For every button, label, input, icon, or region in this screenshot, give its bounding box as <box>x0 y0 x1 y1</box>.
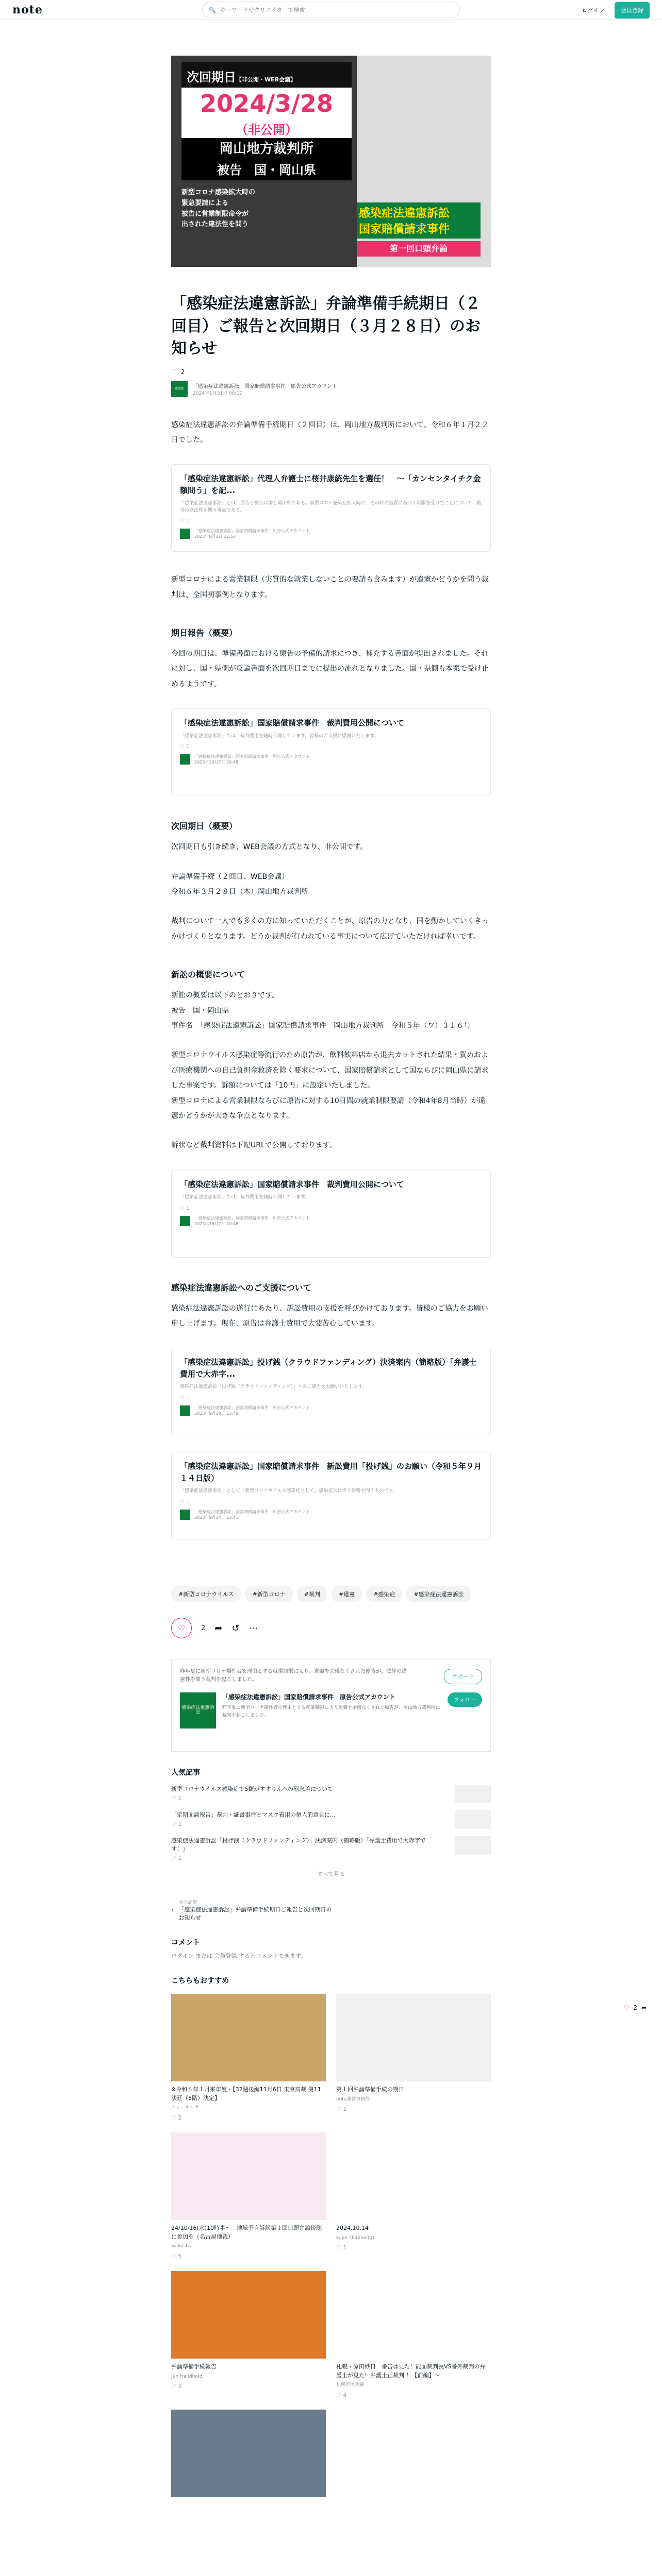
support-text: 昨年夏に新型コロナ陽性者を理由とする就業制限により、退職を余儀なくされた原告が、法律の違憲性を問う裁判を起こしました。 <box>180 1669 407 1683</box>
prev-article[interactable]: ‹ 前の記事 「感染症法違憲訴訟」弁論準備手続期日ご報告と次回期日のお知らせ <box>171 1900 332 1922</box>
thumbnail <box>336 1994 491 2081</box>
support-bio: 昨年夏に新型コロナ陽性者を理由とする就業制限により退職を余儀なくされた原告が、岡山地方裁判所に裁判を起こしました。 <box>222 1705 441 1718</box>
signup-button[interactable]: 会員登録 <box>615 2 650 19</box>
next-paragraph: 次回期日も引き続き、WEB会議の方式となり、非公開です。 <box>171 843 368 852</box>
summary-1: 新訟の概要は以下のとおりです。 <box>171 991 279 1000</box>
summary-2: 被告 国・岡山県 <box>171 1006 229 1015</box>
share-icon[interactable]: ➦ <box>214 1622 223 1634</box>
summary-3: 事件名 「感染症法違憲訴訟」国家賠償請求事件 岡山地方裁判所 令和５年（ワ）３１６号 <box>171 1021 471 1030</box>
eyecatch-heading: 次回期日【非公開・WEB会議】 <box>181 62 352 88</box>
heading-summary: 新訟の概要について <box>171 970 245 980</box>
follow-button[interactable]: フォロー <box>448 1692 482 1707</box>
tag[interactable]: #感染症 <box>366 1586 402 1602</box>
next-paragraph-2: 弁論準備手続（２回目、WEB会議） <box>171 872 289 881</box>
tag[interactable]: #裁判 <box>297 1586 327 1602</box>
avatar[interactable]: 感染症法違憲訴訟 <box>180 1692 216 1728</box>
thumbnail <box>171 2271 326 2359</box>
list-item[interactable]: 「定期面談報告」裁判・証書事件とマスク着用の個人的意見に... ♡ 1 <box>171 1810 491 1829</box>
article-title: 「感染症法違憲訴訟」弁論準備手続期日（２回目）ご報告と次回期日（３月２８日）のお知らせ <box>171 295 481 358</box>
tag[interactable]: #感染症法違憲訴訟 <box>406 1586 471 1602</box>
avatar <box>180 529 190 539</box>
heart-icon[interactable]: ♡ <box>623 2004 630 2011</box>
article-likes[interactable]: ♡ 2 <box>171 368 185 376</box>
embed-card-1[interactable]: 「感染症法違憲訴訟」代理人弁護士に桜井康統先生を選任！ ～「カンセンタイチク金額問う」を記... 「感染症法違憲訴訟」とは。原告と被告は国と岡山県である。新型コロナ感染症拡大時に、その時の措置に基づく制限を受けたことについて、被告の違法性を問う訴訟である。 ♡ 1 「感染症法違憲訴訟」国家賠償請求事件 原告公式アカウント 2023年8月2日 22:53 <box>171 464 491 552</box>
support-author[interactable]: 「感染症法違憲訴訟」国家賠償請求事件 原告公式アカウント <box>222 1693 395 1701</box>
heading-report: 期日報告（概要） <box>171 628 238 638</box>
summary-6: 訴状など裁判資料は下記URLで公開しております。 <box>171 1141 337 1150</box>
embed-card-3[interactable]: 「感染症法違憲訴訟」国家賠償請求事件 裁判費用公開について 「感染症法違憲訴訟」では、裁判費用を随時公開しています。 ♡ 1 「感染症法違憲訴訟」国家賠償請求事件 原告公式アカウント 2023年10月7日 20:48 <box>171 1170 491 1258</box>
recommend-grid <box>171 1994 491 2501</box>
next-paragraph-4: 裁判について一人でも多くの方に知っていただくことが、原告の力となり、国を動かしていくきっかけづくりとなります。どうか裁判が行われている事実について広げていただければ幸いです。 <box>171 917 489 941</box>
thumbnail <box>336 2132 491 2220</box>
note-logo[interactable]: note <box>12 3 43 16</box>
tag[interactable]: #違憲 <box>332 1586 362 1602</box>
search-box[interactable] <box>202 2 460 18</box>
recommend-card[interactable]: ※令和６年１月来年度・【32週後編11月6日 東京高裁 第11 法廷（5階）決定】 ニューキャラ ♡ 2 <box>171 1994 326 2122</box>
eyecatch-image <box>171 56 491 267</box>
list-item[interactable]: 感染症法違憲訴訟「投げ銭（クラウドファンディング）」決済案内（簡略版）「弁護士費用で大赤字です！」 ♡ 1 <box>171 1836 491 1861</box>
floating-like[interactable]: ♡ 2 ➦ <box>623 2004 647 2011</box>
heading-support: 感染症法違憲訴訟へのご支援について <box>171 1282 311 1293</box>
eyecatch-court: 岡山地方裁判所 <box>181 138 352 160</box>
thumbnail <box>171 2132 326 2220</box>
like-button[interactable]: ♡ <box>171 1618 192 1638</box>
support-button[interactable]: サポート <box>444 1669 482 1684</box>
intro-paragraph: 感染症法違憲訴訟の弁論準備手続期日（２回目）は、岡山地方裁判所において、令和６年１月２２日でした。 <box>171 420 489 444</box>
thumbnail <box>455 1785 491 1803</box>
author-name[interactable]: 「感染症法違憲訴訟」国家賠償請求事件 原告公式アカウント <box>193 383 337 389</box>
thumbnail <box>455 1836 491 1855</box>
like-count: 2 <box>201 1624 206 1632</box>
login-link[interactable]: ログイン <box>582 7 604 14</box>
recommend-card[interactable]: 2024.10.14 kuyo（kitanaito） ♡ 1 <box>336 2132 491 2261</box>
eyecatch-sub: （非公開） <box>181 120 352 138</box>
eyecatch-side: 新型コロナ感染拡大時の 緊急要請による 被告に営業制限命令が 出された違法性を問う <box>181 189 256 229</box>
summary-5: 新型コロナによる営業制限ならびに原告に対する10日間の就業制限要請（令和4年8月当時）が違憲かどうかが大きな争点となります。 <box>171 1096 486 1120</box>
eyecatch-date: 2024/3/28 <box>181 88 352 120</box>
avatar <box>180 1216 190 1226</box>
share-icon[interactable]: ➦ <box>641 2004 647 2011</box>
repost-icon[interactable]: ↺ <box>231 1622 240 1634</box>
eyecatch-badge: 感染症法違憲訴訟 国家賠償請求事件 <box>357 202 481 239</box>
thumbnail <box>455 1810 491 1829</box>
list-item[interactable]: 新型コロナウイルス感染症で5類がすすりんへの慰念差について ♡ 1 <box>171 1785 491 1803</box>
support-box <box>171 1659 491 1752</box>
thumbnail <box>171 2410 326 2497</box>
action-row <box>171 1618 491 1638</box>
comments-text: ログイン または 会員登録 するとコメントできます。 <box>171 1953 307 1960</box>
thumbnail <box>171 1994 326 2081</box>
avatar <box>180 1510 190 1520</box>
search-icon: 🔍 <box>209 6 216 13</box>
chevron-left-icon: ‹ <box>171 1907 174 1914</box>
eyecatch-badge3: 第一回口頭弁論 <box>357 241 481 257</box>
embed-card-4[interactable]: 「感染症法違憲訴訟」投げ銭（クラウドファンディング）決済案内（簡略版）「弁護士費用で大赤字... 感染症法違憲訴訟「投げ銭（クラウドファンディング）」へのご協力をお願いいたします。 ♡ 1 「感染症法違憲訴訟」国家賠償請求事件 原告公式アカウント 2023年9月19日 23:48 <box>171 1348 491 1435</box>
avatar <box>180 754 190 765</box>
support-paragraph: 感染症法違憲訴訟の遂行にあたり、訴訟費用の支援を呼びかけております。皆様のご協力をお願い申し上げます。現在、原告は弁護士費用で大変苦心しています。 <box>171 1304 488 1328</box>
eyecatch-defendant: 被告 国・岡山県 <box>181 160 352 180</box>
thumbnail <box>336 2271 491 2359</box>
embed-card-5[interactable]: 「感染症法違憲訴訟」国家賠償請求事件 新訟費用「投げ銭」のお願い（令和５年９月１４日版） 「感染症法違憲訴訟」として「新型コロナウイルス感染症として」感染拡大に伴う影響を問うものです。 ♡ 1 「感染症法違憲訴訟」国家賠償請求事件 原告公式アカウント 2023年9月14日 23:41 <box>171 1452 491 1539</box>
popular-title: 人気記事 <box>171 1769 200 1777</box>
paragraph-2: 新型コロナによる営業制限（実質的な就業しないことの要請も含みます）が違憲かどうかを問う裁判は、全国初事例となります。 <box>171 575 489 599</box>
tag[interactable]: #新型コロナ <box>245 1586 293 1602</box>
comments-title: コメント <box>171 1939 200 1947</box>
recommend-card[interactable]: 第１回弁論準備手続の期日 note運営事務局 ♡ 1 <box>336 1994 491 2122</box>
author-row[interactable] <box>171 381 491 397</box>
heart-icon[interactable]: ♡ <box>171 368 177 376</box>
embed-card-2[interactable]: 「感染症法違憲訴訟」国家賠償請求事件 裁判費用公開について 「感染症法違憲訴訟」では、裁判費用を随時公開しています。皆様のご支援に感謝いたします。 ♡ 1 「感染症法違憲訴訟」国家賠償請求事件 原告公式アカウント 2023年10月7日 20:48 <box>171 708 491 796</box>
summary-4: 新型コロナウイルス感染症等流行のため原告が、飲料飲料店から退去カットされた結果・賀めおよび医療機関への自己負担金救済を除く要求について、国家賠償請求として国ならびに岡山県に請求した事案です。訴額については「10円」に設定いたしました。 <box>171 1051 489 1090</box>
report-paragraph: 今回の期日は、準備書面における原告の予備的請求につき、補充する書面が提出されました。それに対し、国・県側が反論書面を次回期日までに提出の流れとなりました。国・県側も本案で受け止めるようです。 <box>171 650 489 688</box>
avatar[interactable]: 感染症 <box>171 381 188 397</box>
more-icon[interactable]: ⋯ <box>249 1622 258 1634</box>
tag-list <box>171 1586 491 1602</box>
see-all-link[interactable]: すべて見る <box>317 1871 345 1878</box>
tag[interactable]: #新型コロナウイルス <box>171 1586 241 1602</box>
search-input[interactable] <box>220 7 447 13</box>
post-date: 2024年1月31日 00:17 <box>193 391 242 396</box>
heading-next: 次回期日（概要） <box>171 821 238 832</box>
avatar <box>180 1405 190 1416</box>
recommend-title: こちらもおすすめ <box>171 1977 229 1986</box>
recommend-card[interactable] <box>171 2410 326 2501</box>
site-header <box>0 0 662 20</box>
recommend-card[interactable]: 札幌・原田紗日一番告は見た！能面裁判長VS番外裁判の弁護士が見た！弁護士正裁判 ！【前編】～ 札幌市民会議 ♡ 4 <box>336 2271 491 2399</box>
next-paragraph-3: 令和６年３月２８日（木）岡山地方裁判所 <box>171 888 308 896</box>
recommend-card[interactable]: 弁論準備手続報告 Jun Handhold ♡ 3 <box>171 2271 326 2399</box>
recommend-card[interactable]: 24/10/16(水)10時半～ 地域予言訴訟第１回口頭弁論傍聴に参加を（名古屋地裁） wakusbs ♡ 5 <box>171 2132 326 2261</box>
